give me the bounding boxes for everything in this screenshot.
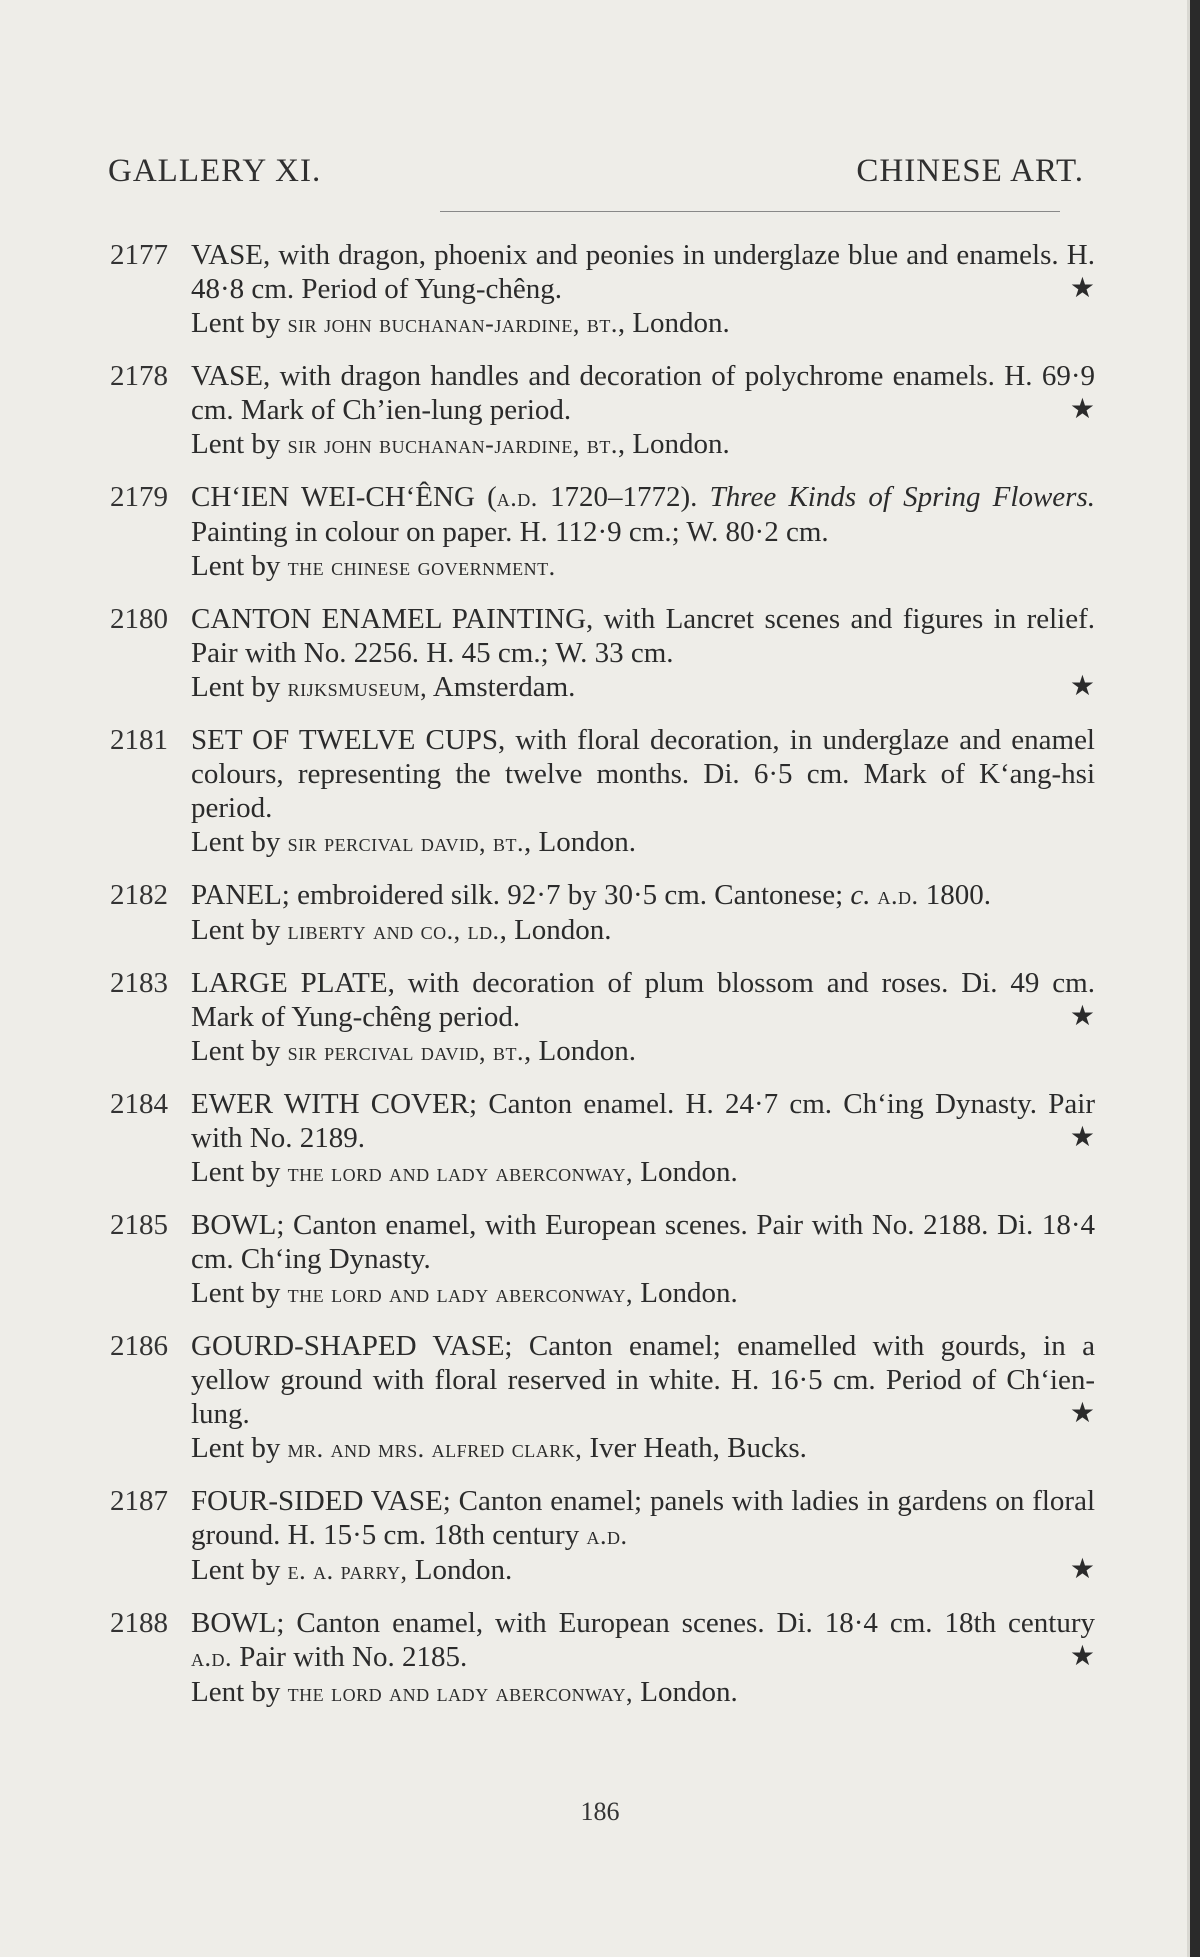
star-icon: ★: [1069, 273, 1095, 304]
entry-number: 2183: [110, 967, 168, 999]
entry-number: 2185: [110, 1209, 168, 1241]
entry-number: 2186: [110, 1330, 168, 1362]
catalogue-entry: [110, 1087, 1095, 1190]
entry-lender: Lent by sir john buchanan-jardine, bt., London.: [191, 307, 730, 339]
entry-description: GOURD-SHAPED VASE; Canton enamel; enamelled with gourds, in a yellow ground with floral reserved in white. H. 16·5 cm. Period of Ch‘ien-lung. ★: [191, 1330, 1095, 1430]
entry-number: 2187: [110, 1485, 168, 1517]
catalogue-entry: [110, 238, 1095, 341]
catalogue-entry: [110, 359, 1095, 462]
entry-lender: Lent by sir percival david, bt., London.: [191, 1035, 636, 1067]
catalogue-entries: [110, 238, 1095, 1728]
entry-lender: Lent by e. a. parry, London. ★: [191, 1554, 1095, 1586]
entry-lender: Lent by mr. and mrs. alfred clark, Iver Heath, Bucks.: [191, 1432, 807, 1464]
star-icon: ★: [1069, 1398, 1095, 1429]
catalogue-entry: [110, 966, 1095, 1069]
star-icon: ★: [1069, 1001, 1095, 1032]
entry-description: VASE, with dragon, phoenix and peonies in underglaze blue and enamels. H. 48·8 cm. Period of Yung-chêng. ★: [191, 239, 1095, 305]
entry-description: CH‘IEN WEI-CH‘ÊNG (a.d. 1720–1772). Three Kinds of Spring Flowers. Painting in colour on paper. H. 112·9 cm.; W. 80·2 cm.: [191, 481, 1095, 548]
page-edge: [1190, 0, 1200, 1957]
entry-number: 2178: [110, 360, 168, 392]
entry-lender: Lent by liberty and co., ld., London.: [191, 914, 612, 946]
star-icon: ★: [1069, 1641, 1095, 1672]
entry-description: PANEL; embroidered silk. 92·7 by 30·5 cm. Cantonese; c. a.d. 1800.: [191, 879, 992, 911]
entry-lender: Lent by sir percival david, bt., London.: [191, 826, 636, 858]
entry-lender: Lent by rijksmuseum, Amsterdam. ★: [191, 671, 1095, 703]
catalogue-entry: [110, 1329, 1095, 1466]
entry-number: 2180: [110, 603, 168, 635]
gallery-title: GALLERY XI.: [108, 153, 322, 189]
entry-number: 2179: [110, 481, 168, 513]
catalogue-entry: [110, 1208, 1095, 1311]
running-header: [108, 153, 1084, 190]
entry-description: SET OF TWELVE CUPS, with floral decoration, in underglaze and enamel colours, representing the twelve months. Di. 6·5 cm. Mark of K‘ang-hsi period.: [191, 724, 1095, 824]
entry-lender: Lent by the lord and lady aberconway, London.: [191, 1156, 738, 1188]
entry-description: VASE, with dragon handles and decoration of polychrome enamels. H. 69·9 cm. Mark of Ch’ien-lung period. ★: [191, 360, 1095, 426]
entry-number: 2182: [110, 879, 168, 911]
entry-lender: Lent by the lord and lady aberconway, London.: [191, 1676, 738, 1708]
entry-description: BOWL; Canton enamel, with European scenes. Pair with No. 2188. Di. 18·4 cm. Ch‘ing Dynasty.: [191, 1209, 1095, 1275]
star-icon: ★: [1069, 671, 1095, 702]
entry-description: EWER WITH COVER; Canton enamel. H. 24·7 cm. Ch‘ing Dynasty. Pair with No. 2189. ★: [191, 1088, 1095, 1154]
catalogue-entry: [110, 1484, 1095, 1588]
star-icon: ★: [1069, 1122, 1095, 1153]
section-title: CHINESE ART.: [856, 153, 1084, 189]
entry-lender: Lent by the chinese government.: [191, 550, 556, 582]
catalogue-entry: [110, 723, 1095, 860]
catalogue-entry: [110, 602, 1095, 705]
catalogue-entry: [110, 1606, 1095, 1710]
entry-description: LARGE PLATE, with decoration of plum blossom and roses. Di. 49 cm. Mark of Yung-chêng period. ★: [191, 967, 1095, 1033]
entry-number: 2184: [110, 1088, 168, 1120]
entry-lender: Lent by sir john buchanan-jardine, bt., London.: [191, 428, 730, 460]
catalogue-entry: [110, 878, 1095, 948]
star-icon: ★: [1069, 394, 1095, 425]
entry-number: 2181: [110, 724, 168, 756]
entry-description: FOUR-SIDED VASE; Canton enamel; panels with ladies in gardens on floral ground. H. 15·5 cm. 18th century a.d.: [191, 1485, 1095, 1551]
star-icon: ★: [1069, 1554, 1095, 1585]
entry-number: 2177: [110, 239, 168, 271]
entry-lender: Lent by the lord and lady aberconway, London.: [191, 1277, 738, 1309]
page-number: 186: [580, 1797, 620, 1826]
entry-description: CANTON ENAMEL PAINTING, with Lancret scenes and figures in relief. Pair with No. 2256. H. 45 cm.; W. 33 cm.: [191, 603, 1095, 669]
entry-number: 2188: [110, 1607, 168, 1639]
header-rule: [440, 211, 1060, 212]
entry-description: BOWL; Canton enamel, with European scenes. Di. 18·4 cm. 18th century a.d. Pair with No. 2185. ★: [191, 1607, 1095, 1673]
catalogue-entry: [110, 480, 1095, 584]
